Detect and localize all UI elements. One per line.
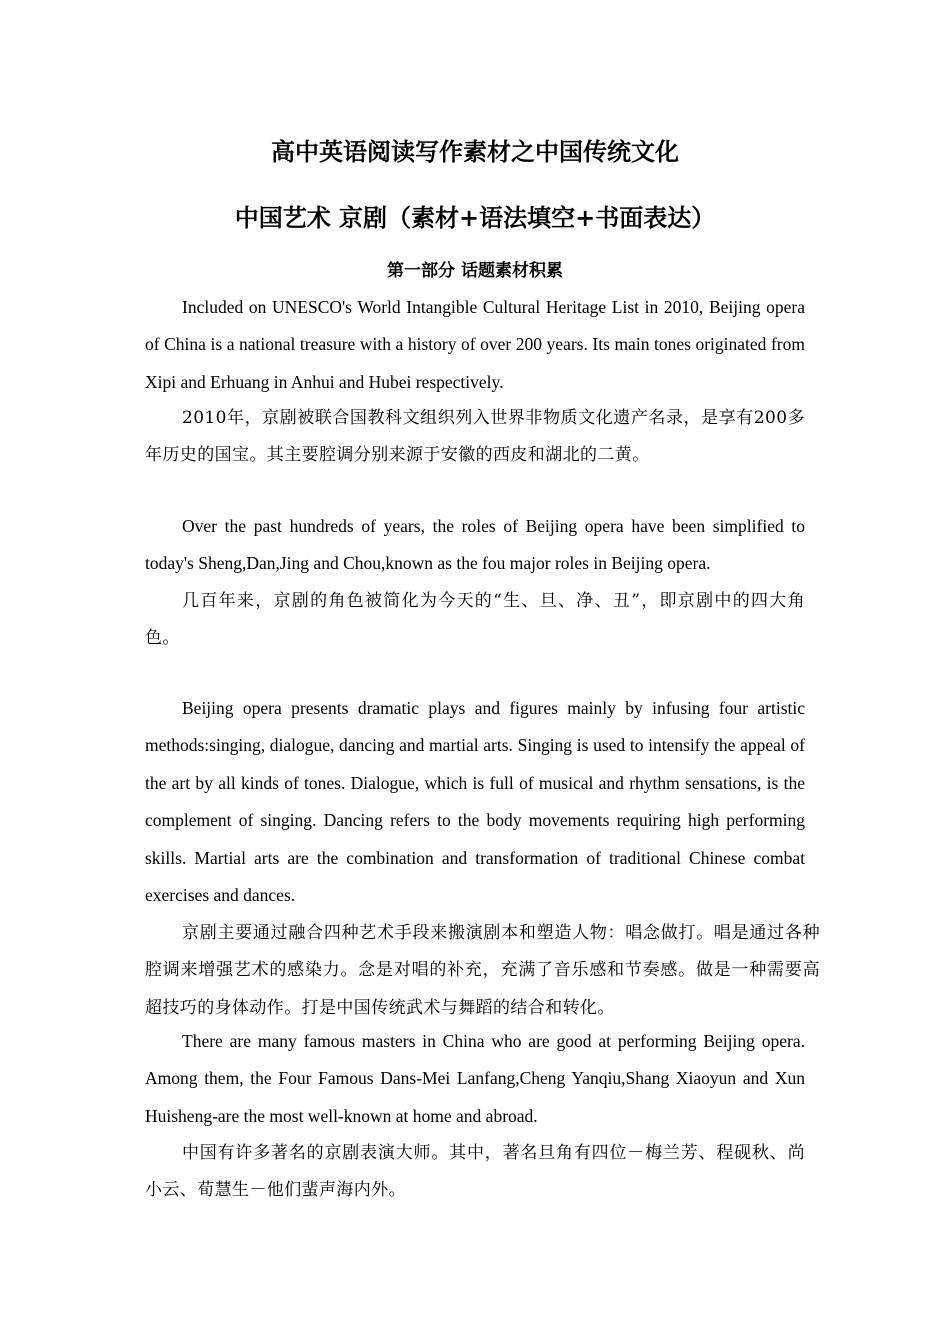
- paragraph-english-2: Over the past hundreds of years, the roles of Beijing opera have been simplified to today's Sheng,Dan,Jing and Chou,known as the fou major roles in Beijing opera.: [145, 516, 805, 574]
- paragraph-chinese-3: 京剧主要通过融合四种艺术手段来搬演剧本和塑造人物：唱念做打。唱是通过各种腔调来增强艺术的感染力。念是对唱的补充，充满了音乐感和节奏感。做是一种需要高超技巧的身体动作。打是中国传统武术与舞蹈的结合和转化。: [145, 923, 820, 1018]
- paragraph-english-1: Included on UNESCO's World Intangible Cultural Heritage List in 2010, Beijing opera of China is a national treasure with a history of over 200 years. Its main tones originated from Xipi and Erhuang in Anhui and Hubei respectively.: [145, 297, 805, 392]
- paragraph-chinese-1: 2010年，京剧被联合国教科文组织列入世界非物质文化遗产名录，是享有200多年历史的国宝。其主要腔调分别来源于安徽的西皮和湖北的二黄。: [145, 408, 805, 466]
- paragraph-english-3: Beijing opera presents dramatic plays and figures mainly by infusing four artistic methods:singing, dialogue, dancing and martial arts. Singing is used to intensify the appeal of the art by all kinds of tones. Dialogue, which is full of musical and rhythm sensations, is the complement of singing. Dancing refers to the body movements requiring high performing skills. Martial arts are the combination and transformation of traditional Chinese combat exercises and dances.: [145, 698, 805, 906]
- document-title: 高中英语阅读写作素材之中国传统文化: [271, 137, 679, 166]
- paragraph-english-4: There are many famous masters in China who are good at performing Beijing opera. Among them, the Four Famous Dans-Mei Lanfang,Cheng Yanqiu,Shang Xiaoyun and Xun Huisheng-are the most well-known at home and abroad.: [145, 1031, 805, 1126]
- section-heading: 第一部分 话题素材积累: [387, 261, 563, 281]
- paragraph-chinese-2: 几百年来，京剧的角色被简化为今天的“生、旦、净、丑”，即京剧中的四大角色。: [145, 591, 805, 649]
- paragraph-chinese-4: 中国有许多著名的京剧表演大师。其中，著名旦角有四位－梅兰芳、程砚秋、尚小云、荀慧生－他们蜚声海内外。: [145, 1143, 805, 1201]
- document-subtitle: 中国艺术 京剧（素材+语法填空+书面表达）: [234, 203, 716, 232]
